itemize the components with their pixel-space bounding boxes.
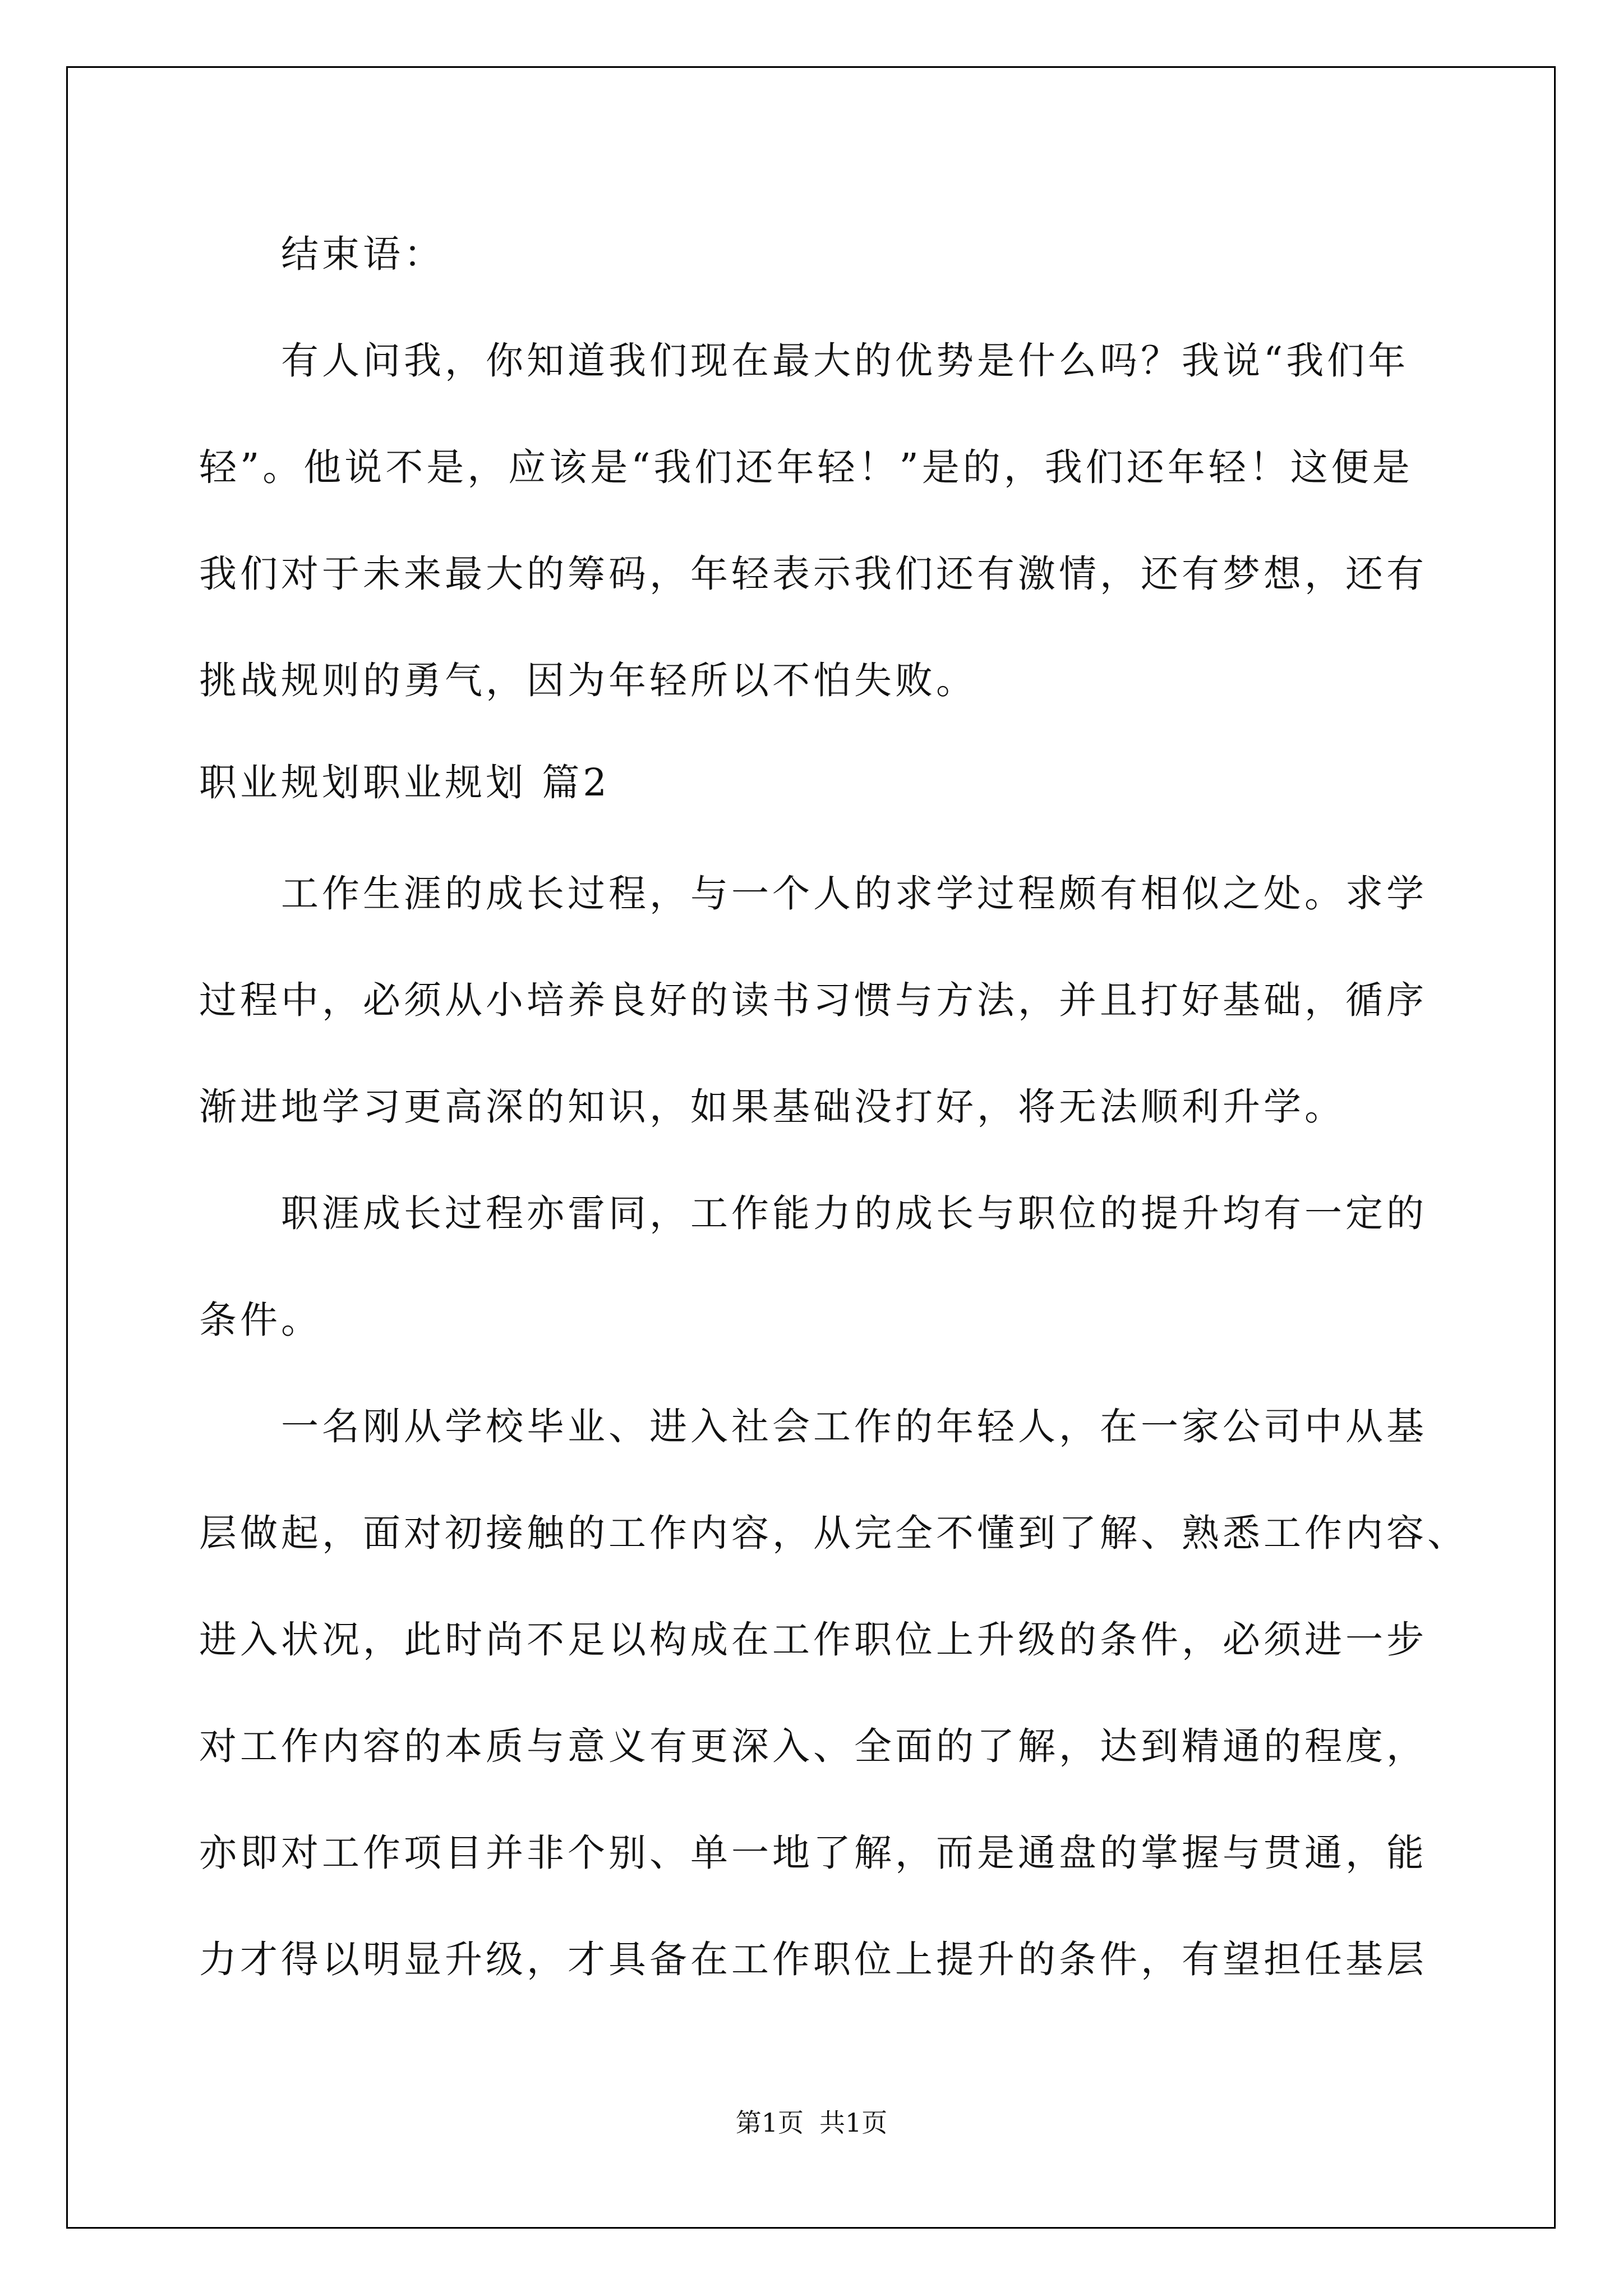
paragraph-line: 职涯成长过程亦雷同，工作能力的成长与职位的提升均有一定的	[281, 1191, 1427, 1235]
heading-conclusion: 结束语：	[281, 232, 445, 276]
paragraph-line: 一名刚从学校毕业、进入社会工作的年轻人，在一家公司中从基	[281, 1405, 1427, 1448]
paragraph-line: 过程中，必须从小培养良好的读书习惯与方法，并且打好基础，循序	[199, 978, 1427, 1022]
paragraph-line: 对工作内容的本质与意义有更深入、全面的了解，达到精通的程度，	[199, 1724, 1427, 1768]
paragraph-line: 层做起，面对初接触的工作内容，从完全不懂到了解、熟悉工作内容、	[199, 1511, 1468, 1555]
page-number-total: 共1页	[819, 2108, 888, 2138]
paragraph-line: 轻”。他说不是，应该是“我们还年轻！”是的，我们还年轻！这便是	[199, 445, 1413, 489]
paragraph-line: 工作生涯的成长过程，与一个人的求学过程颇有相似之处。求学	[281, 872, 1427, 915]
page-footer	[0, 2106, 1623, 2139]
section-heading: 职业规划职业规划 篇2	[199, 761, 610, 804]
page-number-current: 第1页	[735, 2108, 804, 2138]
page-border	[66, 66, 1556, 2229]
paragraph-line: 挑战规则的勇气，因为年轻所以不怕失败。	[199, 659, 977, 702]
paragraph-line: 进入状况，此时尚不足以构成在工作职位上升级的条件，必须进一步	[199, 1618, 1427, 1662]
paragraph-line: 有人问我，你知道我们现在最大的优势是什么吗？我说“我们年	[281, 339, 1409, 383]
paragraph-line: 力才得以明显升级，才具备在工作职位上提升的条件，有望担任基层	[199, 1938, 1427, 1981]
paragraph-line: 我们对于未来最大的筹码，年轻表示我们还有激情，还有梦想，还有	[199, 552, 1427, 596]
paragraph-line: 条件。	[199, 1298, 322, 1342]
paragraph-line: 渐进地学习更高深的知识，如果基础没打好，将无法顺利升学。	[199, 1085, 1345, 1129]
paragraph-line: 亦即对工作项目并非个别、单一地了解，而是通盘的掌握与贯通，能	[199, 1831, 1427, 1875]
